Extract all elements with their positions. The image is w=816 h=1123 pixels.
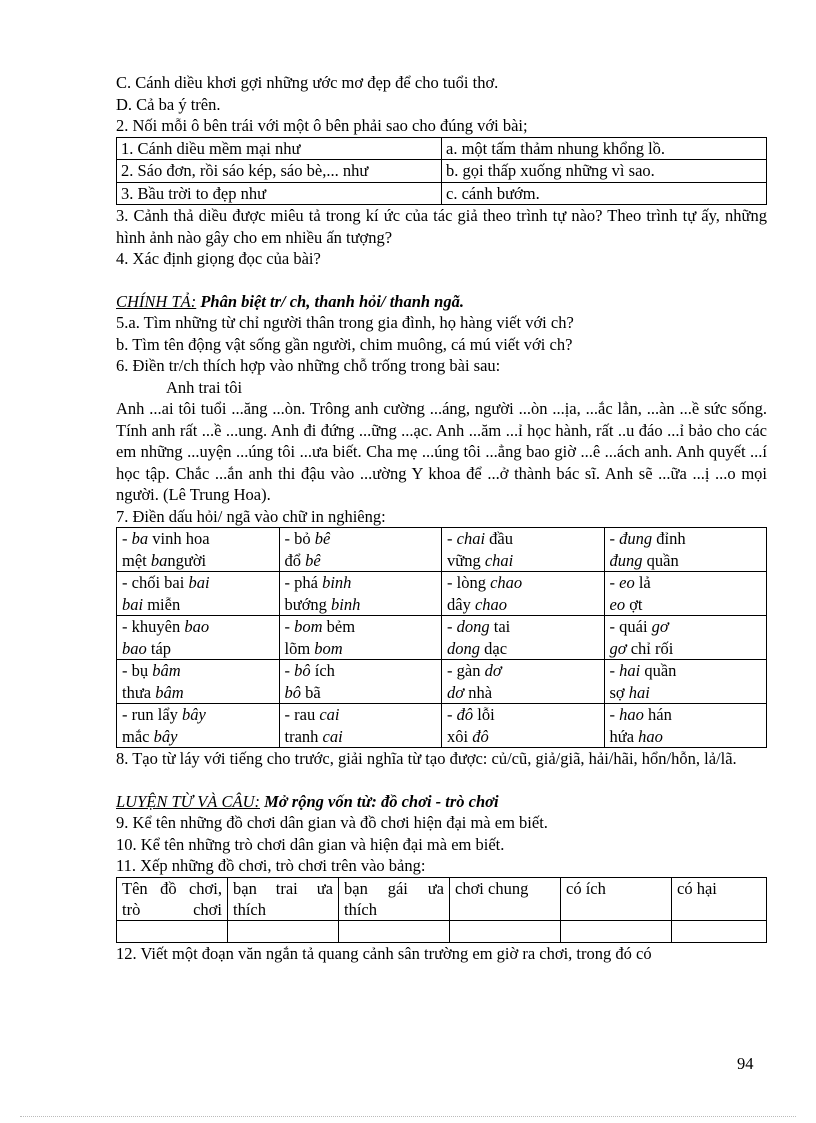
section-label: LUYỆN TỪ VÀ CÂU: <box>116 791 260 811</box>
word-cell <box>604 638 767 660</box>
header-cell: bạn gái ưa thích <box>339 877 450 920</box>
word-text: quần <box>642 550 679 570</box>
table-row <box>117 594 767 616</box>
word-text: hứa <box>609 726 639 746</box>
word-cell <box>442 726 605 748</box>
word-text: - <box>447 617 457 636</box>
italic-word: hao <box>619 705 644 724</box>
italic-word: dơ <box>447 682 465 702</box>
word-cell <box>117 682 280 704</box>
italic-word: bao <box>184 617 210 636</box>
italic-word: dong <box>447 638 480 658</box>
question-11: 11. Xếp những đồ chơi, trò chơi trên vào bảng: <box>116 856 426 875</box>
word-cell <box>279 704 442 726</box>
table-row <box>117 682 767 704</box>
match-right: c. cánh bướm. <box>442 182 767 205</box>
table-row <box>117 160 767 183</box>
word-text: đổ <box>284 550 306 570</box>
italic-word: bô <box>284 682 301 702</box>
table-row <box>117 528 767 550</box>
word-text: tai <box>489 617 511 636</box>
italic-word: bâm <box>155 682 184 702</box>
word-text: mệt <box>122 550 151 570</box>
italic-word: bâm <box>152 661 181 680</box>
question-6: 6. Điền tr/ch thích hợp vào những chỗ trống trong bài sau: <box>116 356 501 375</box>
word-cell <box>604 594 767 616</box>
word-cell <box>442 550 605 572</box>
sort-table <box>116 877 767 943</box>
italic-word: chai <box>456 529 486 548</box>
question-5b: b. Tìm tên động vật sống gần người, chim muông, cá mú viết với ch? <box>116 334 573 354</box>
italic-word: gơ <box>609 638 627 658</box>
table-row <box>117 572 767 594</box>
word-cell <box>442 660 605 682</box>
section-title: Phân biệt tr/ ch, thanh hỏi/ thanh ngã. <box>196 291 464 311</box>
word-text: dạc <box>480 638 508 658</box>
question-3: 3. Cảnh thả diều được miêu tả trong kí ức của tác giả theo trình tự nào? Theo trình tự ấy, những hình ảnh nào gây cho em nhiều ấn tượng? <box>116 206 767 247</box>
word-text: - chối bai <box>122 573 189 592</box>
word-cell <box>117 726 280 748</box>
italic-word: binh <box>322 573 352 592</box>
word-text: - <box>284 617 295 636</box>
italic-word: bai <box>188 573 210 592</box>
word-text: vinh hoa <box>148 529 210 548</box>
word-cell <box>604 682 767 704</box>
word-text: lỗi <box>473 705 495 724</box>
word-text: - bụ <box>122 661 153 680</box>
word-cell <box>279 638 442 660</box>
question-2: 2. Nối mỗi ô bên trái với một ô bên phải sao cho đúng với bài; <box>116 116 528 135</box>
word-text: - <box>609 573 620 592</box>
word-text: - lòng <box>447 573 491 592</box>
section-heading-luyen-tu <box>116 791 767 813</box>
word-cell <box>279 616 442 638</box>
word-cell <box>117 572 280 594</box>
italic-word: hai <box>619 661 641 680</box>
italic-word: bê <box>314 529 331 548</box>
word-cell <box>442 704 605 726</box>
question-12: 12. Viết một đoạn văn ngắn tả quang cảnh sân trường em giờ ra chơi, trong đó có <box>116 943 652 963</box>
table-row <box>117 137 767 160</box>
table-header-row <box>117 877 767 920</box>
word-cell <box>442 682 605 704</box>
match-right: b. gọi thấp xuống những vì sao. <box>442 160 767 183</box>
table-row <box>117 660 767 682</box>
word-cell <box>279 682 442 704</box>
question-10: 10. Kể tên những trò chơi dân gian và hiện đại mà em biết. <box>116 834 505 854</box>
word-cell <box>442 572 605 594</box>
match-left: 3. Bầu trời to đẹp như <box>117 182 442 205</box>
word-text: vững <box>447 550 485 570</box>
italic-word: chai <box>484 550 514 570</box>
word-text: thưa <box>122 682 156 702</box>
word-cell <box>604 704 767 726</box>
word-text: - <box>284 661 295 680</box>
word-text: đầu <box>485 529 513 548</box>
italic-word: bom <box>314 638 343 658</box>
italic-word: bai <box>122 594 144 614</box>
italic-word: đô <box>472 726 489 746</box>
word-cell <box>604 572 767 594</box>
italic-word: ba <box>131 529 149 548</box>
word-cell <box>279 594 442 616</box>
header-cell: có hại <box>672 877 767 920</box>
italic-word: đung <box>609 550 643 570</box>
word-text: - phá <box>284 573 323 592</box>
passage-title: Anh trai tôi <box>166 377 243 397</box>
word-text: mắc <box>122 726 154 746</box>
word-text: xôi <box>447 726 473 746</box>
word-cell <box>604 726 767 748</box>
italic-word: ba <box>150 550 168 570</box>
word-text: dây <box>447 594 475 614</box>
word-text: miễn <box>143 594 181 614</box>
option-c: C. Cánh diều khơi gợi những ước mơ đẹp để cho tuổi thơ. <box>116 73 499 92</box>
header-cell: bạn trai ưa thích <box>228 877 339 920</box>
word-text: bẻm <box>322 617 356 636</box>
word-text: - <box>447 529 457 548</box>
question-4: 4. Xác định giọng đọc của bài? <box>116 249 321 268</box>
word-cell <box>117 550 280 572</box>
word-text: lõm <box>284 638 315 658</box>
section-heading-chinh-ta <box>116 291 767 313</box>
word-text: - bỏ <box>284 529 315 548</box>
italic-word: binh <box>331 594 361 614</box>
italic-word: eo <box>609 594 626 614</box>
header-cell: Tên đồ chơi, trò chơi <box>117 877 228 920</box>
word-cell <box>442 528 605 550</box>
header-cell: có ích <box>561 877 672 920</box>
word-text: - quái <box>609 617 652 636</box>
italic-word: hao <box>638 726 663 746</box>
word-text: - <box>447 705 457 724</box>
section-title: Mở rộng vốn từ: đồ chơi - trò chơi <box>260 791 499 811</box>
word-cell <box>604 616 767 638</box>
match-table <box>116 137 767 206</box>
word-text: - rau <box>284 705 320 724</box>
word-text: hán <box>643 705 672 724</box>
word-text: bướng <box>284 594 332 614</box>
italic-word: bê <box>305 550 321 570</box>
word-text: tranh <box>284 726 323 746</box>
table-row <box>117 726 767 748</box>
word-text: ích <box>310 661 335 680</box>
table-row <box>117 638 767 660</box>
italic-word: hai <box>628 682 650 702</box>
word-text: - <box>609 661 620 680</box>
word-cell <box>442 594 605 616</box>
option-d: D. Cả ba ý trên. <box>116 94 221 114</box>
word-cell <box>604 528 767 550</box>
word-text: nhà <box>464 682 493 702</box>
word-cell <box>117 638 280 660</box>
footer-divider <box>20 1116 796 1117</box>
word-cell <box>117 594 280 616</box>
header-cell: chơi chung <box>450 877 561 920</box>
italic-word: đung <box>619 529 653 548</box>
word-text: chỉ rối <box>626 638 674 658</box>
match-right: a. một tấm thảm nhung khổng lồ. <box>442 137 767 160</box>
word-text: táp <box>146 638 172 658</box>
word-text: - <box>609 705 620 724</box>
match-left: 2. Sáo đơn, rồi sáo kép, sáo bè,... như <box>117 160 442 183</box>
document-page <box>116 72 767 964</box>
question-9: 9. Kể tên những đồ chơi dân gian và đồ chơi hiện đại mà em biết. <box>116 813 548 832</box>
word-cell <box>279 528 442 550</box>
word-text: lả <box>634 573 651 592</box>
italic-word: bô <box>294 661 311 680</box>
word-cell <box>279 550 442 572</box>
italic-word: chao <box>490 573 523 592</box>
italic-word: bao <box>122 638 147 658</box>
word-text: người <box>167 550 207 570</box>
table-row <box>117 182 767 205</box>
word-text: - <box>609 529 620 548</box>
word-text: - gàn <box>447 661 485 680</box>
italic-word: bây <box>182 705 206 724</box>
word-cell <box>117 704 280 726</box>
page-number: 94 <box>737 1054 754 1073</box>
word-text: - khuyên <box>122 617 185 636</box>
table-row <box>117 920 767 942</box>
italic-word: cai <box>319 705 340 724</box>
section-label: CHÍNH TẢ: <box>116 291 197 311</box>
word-table <box>116 527 767 748</box>
italic-word: bom <box>294 617 323 636</box>
italic-word: eo <box>619 573 635 592</box>
italic-word: đô <box>456 705 474 724</box>
word-text: - run lẩy <box>122 705 183 724</box>
word-cell <box>117 616 280 638</box>
word-cell <box>117 660 280 682</box>
question-7: 7. Điền dấu hỏi/ ngã vào chữ in nghiêng: <box>116 506 386 526</box>
word-cell <box>442 638 605 660</box>
word-text: sợ <box>609 682 629 702</box>
word-cell <box>279 572 442 594</box>
italic-word: dơ <box>484 661 502 680</box>
table-row <box>117 616 767 638</box>
word-cell <box>279 726 442 748</box>
word-text: - <box>122 529 132 548</box>
italic-word: dong <box>456 617 490 636</box>
question-5a: 5.a. Tìm những từ chỉ người thân trong gia đình, họ hàng viết với ch? <box>116 313 574 332</box>
match-left: 1. Cánh diều mềm mại như <box>117 137 442 160</box>
word-cell <box>604 550 767 572</box>
word-cell <box>442 616 605 638</box>
table-row <box>117 550 767 572</box>
word-text: quần <box>640 661 677 680</box>
word-text: đỉnh <box>652 529 686 548</box>
italic-word: gơ <box>651 617 669 636</box>
italic-word: bây <box>153 726 178 746</box>
word-cell <box>117 528 280 550</box>
question-8: 8. Tạo từ láy với tiếng cho trước, giải nghĩa từ tạo được: củ/cũ, giả/giã, hải/hãi, hổn/hỗn, lả/lã. <box>116 749 737 768</box>
italic-word: chao <box>474 594 508 614</box>
word-text: bã <box>301 682 321 702</box>
table-row <box>117 704 767 726</box>
word-text: ợt <box>625 594 643 614</box>
word-cell <box>604 660 767 682</box>
word-cell <box>279 660 442 682</box>
passage-body: Anh ...ai tôi tuổi ...ăng ...òn. Trông anh cường ...áng, người ...òn ...ịa, ...ắc lẳn, ...àn ...ề sức sống. Tính anh rất ...ề ...ung. Anh đi đứng ...ững ...ạc. Anh ...ăm ...ỉ học hành, rất ..u đáo ...ỉ bảo cho các em những ...uyện ...úng tôi ...ưa biết. Cha mẹ ...úng tôi ...ẳng bao giờ ...ê ...ách anh. Anh quyết ...í học tập. Chắc ...ắn anh thi đậu vào ...ường Y khoa để ...ở thành bác sĩ. Anh sẽ ...ữa ...ị ...o mọi người. (Lê Trung Hoa). <box>116 399 767 504</box>
italic-word: cai <box>322 726 343 746</box>
